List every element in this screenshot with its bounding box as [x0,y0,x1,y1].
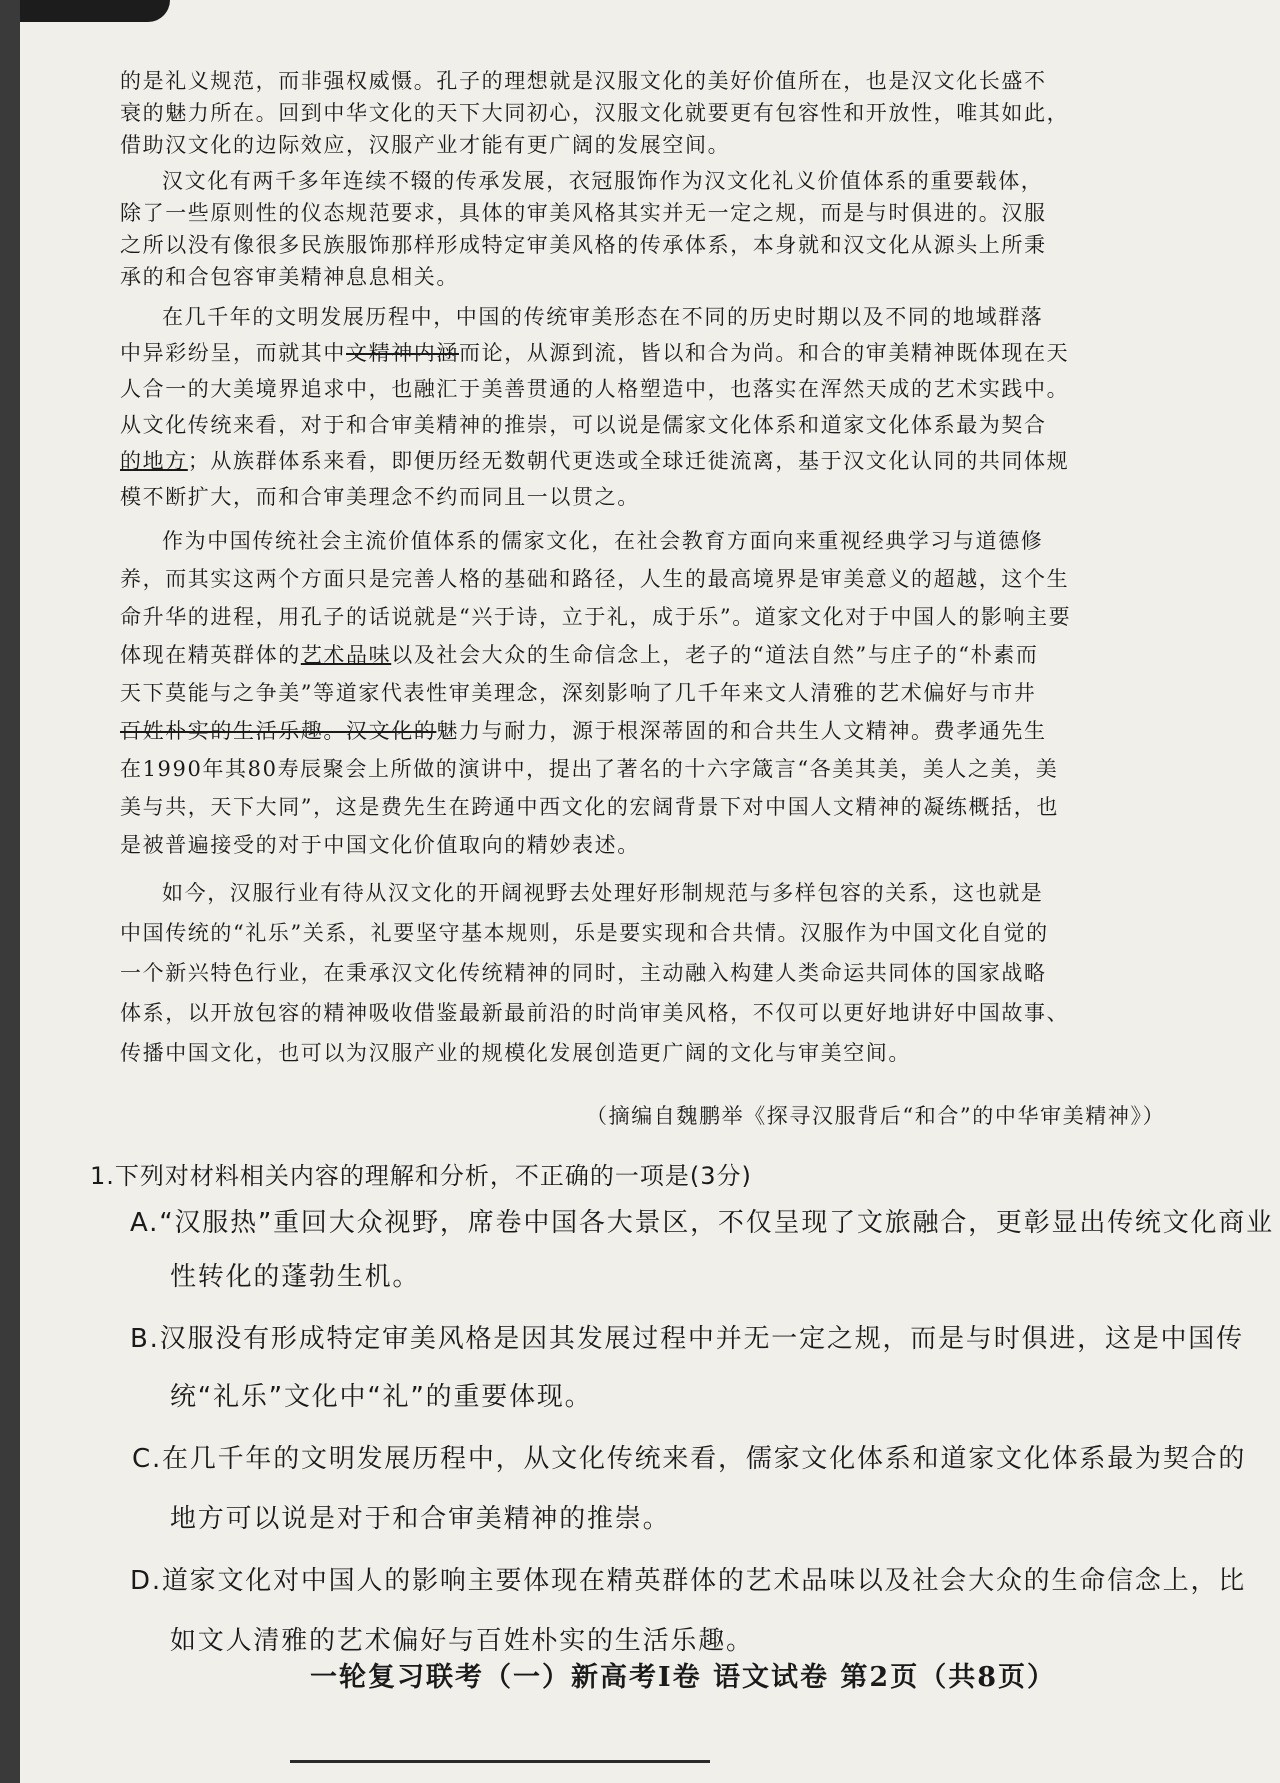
passage-line: 传播中国文化，也可以为汉服产业的规模化发展创造更广阔的文化与审美空间。 [120,1041,911,1065]
text-segment: 魅力与耐力，源于根深蒂固的和合共生人文精神。费孝通先生 [436,719,1047,743]
option-c-line-2: 地方可以说是对于和合审美精神的推崇。 [170,1504,671,1534]
passage-line [120,716,1047,746]
passage-line: 体系，以开放包容的精神吸收借鉴最新最前沿的时尚审美风格，不仅可以更好地讲好中国故事、 [120,1001,1070,1025]
passage-line: 是被普遍接受的对于中国文化价值取向的精妙表述。 [120,833,640,857]
passage-line: 命升华的进程，用孔子的话说就是“兴于诗，立于礼，成于乐”。道家文化对于中国人的影响主要 [120,605,1072,629]
passage-line: 承的和合包容审美精神息息相关。 [120,265,459,289]
passage-line [120,338,1069,368]
passage-line [120,640,1038,670]
text-segment: 而论，从源到流，皆以和合为尚。和合的审美精神既体现在天 [459,341,1070,365]
option-c-line-1: C.在几千年的文明发展历程中，从文化传统来看，儒家文化体系和道家文化体系最为契合的 [132,1444,1247,1474]
passage-line: 中国传统的“礼乐”关系，礼要坚守基本规则，乐是要实现和合共情。汉服作为中国文化自觉的 [120,921,1049,945]
struck-text: 百姓朴实的生活乐趣。汉文化的 [120,719,437,743]
option-d-line-2: 如文人清雅的艺术偏好与百姓朴实的生活乐趣。 [170,1626,754,1656]
passage-line: 模不断扩大，而和合审美理念不约而同且一以贯之。 [120,485,640,509]
page-footer: 一轮复习联考（一）新高考Ⅰ卷 语文试卷 第2页（共8页） [310,1662,1057,1693]
option-a-line-2: 性转化的蓬勃生机。 [170,1262,421,1292]
passage-line: 如今，汉服行业有待从汉文化的开阔视野去处理好形制规范与多样包容的关系，这也就是 [162,881,1044,905]
passage-source: （摘编自魏鹏举《探寻汉服背后“和合”的中华审美精神》） [586,1104,1166,1128]
scan-shadow [20,0,170,22]
underlined-text: 艺术品味 [300,643,392,667]
passage-line: 美与共，天下大同”，这是费先生在跨通中西文化的宏阔背景下对中国人文精神的凝练概括，也 [120,795,1059,819]
option-d-line-1: D.道家文化对中国人的影响主要体现在精英群体的艺术品味以及社会大众的生命信念上，比 [130,1566,1247,1596]
passage-line: 养，而其实这两个方面只是完善人格的基础和路径，人生的最高境界是审美意义的超越，这个生 [120,567,1070,591]
passage-line: 作为中国传统社会主流价值体系的儒家文化，在社会教育方面向来重视经典学习与道德修 [162,529,1044,553]
exam-page [20,0,1280,1783]
passage-line: 从文化传统来看，对于和合审美精神的推崇，可以说是儒家文化体系和道家文化体系最为契合 [120,413,1047,437]
passage-line: 借助汉文化的边际效应，汉服产业才能有更广阔的发展空间。 [120,133,731,157]
option-a-line-1: A.“汉服热”重回大众视野，席卷中国各大景区，不仅呈现了文旅融合，更彰显出传统文化商业 [130,1208,1274,1238]
passage-line: 除了一些原则性的仪态规范要求，具体的审美风格其实并无一定之规，而是与时俱进的。汉服 [120,201,1047,225]
passage-line: 在几千年的文明发展历程中，中国的传统审美形态在不同的历史时期以及不同的地域群落 [162,305,1044,329]
text-segment: ；从族群体系来看，即便历经无数朝代更迭或全球迁徙流离，基于汉文化认同的共同体规 [187,449,1070,473]
text-segment: 体现在精英群体的 [120,643,301,667]
text-segment: 中异彩纷呈，而就其中 [120,341,346,365]
footer-divider [290,1760,710,1763]
option-b-line-2: 统“礼乐”文化中“礼”的重要体现。 [170,1382,593,1412]
question-stem: 1.下列对材料相关内容的理解和分析，不正确的一项是(3分) [90,1162,752,1190]
passage-line: 的是礼义规范，而非强权威慑。孔子的理想就是汉服文化的美好价值所在，也是汉文化长盛不 [120,69,1047,93]
passage-line: 衰的魅力所在。回到中华文化的天下大同初心，汉服文化就要更有包容性和开放性，唯其如此， [120,101,1070,125]
underlined-text: 的地方 [120,449,188,473]
passage-line: 一个新兴特色行业，在秉承汉文化传统精神的同时，主动融入构建人类命运共同体的国家战略 [120,961,1047,985]
passage-line: 人合一的大美境界追求中，也融汇于美善贯通的人格塑造中，也落实在浑然天成的艺术实践中。 [120,377,1070,401]
passage-line: 天下莫能与之争美”等道家代表性审美理念，深刻影响了几千年来文人清雅的艺术偏好与市井 [120,681,1037,705]
option-b-line-1: B.汉服没有形成特定审美风格是因其发展过程中并无一定之规，而是与时俱进，这是中国传 [130,1324,1244,1354]
struck-text: 文精神内涵 [346,341,459,365]
passage-line: 在1990年其80寿辰聚会上所做的演讲中，提出了著名的十六字箴言“各美其美，美人之美，美 [120,757,1059,781]
passage-line: 汉文化有两千多年连续不辍的传承发展，衣冠服饰作为汉文化礼义价值体系的重要载体， [162,169,1044,193]
text-segment: 以及社会大众的生命信念上，老子的“道法自然”与庄子的“朴素而 [391,643,1039,667]
passage-line: 之所以没有像很多民族服饰那样形成特定审美风格的传承体系，本身就和汉文化从源头上所秉 [120,233,1047,257]
passage-line [120,446,1069,476]
